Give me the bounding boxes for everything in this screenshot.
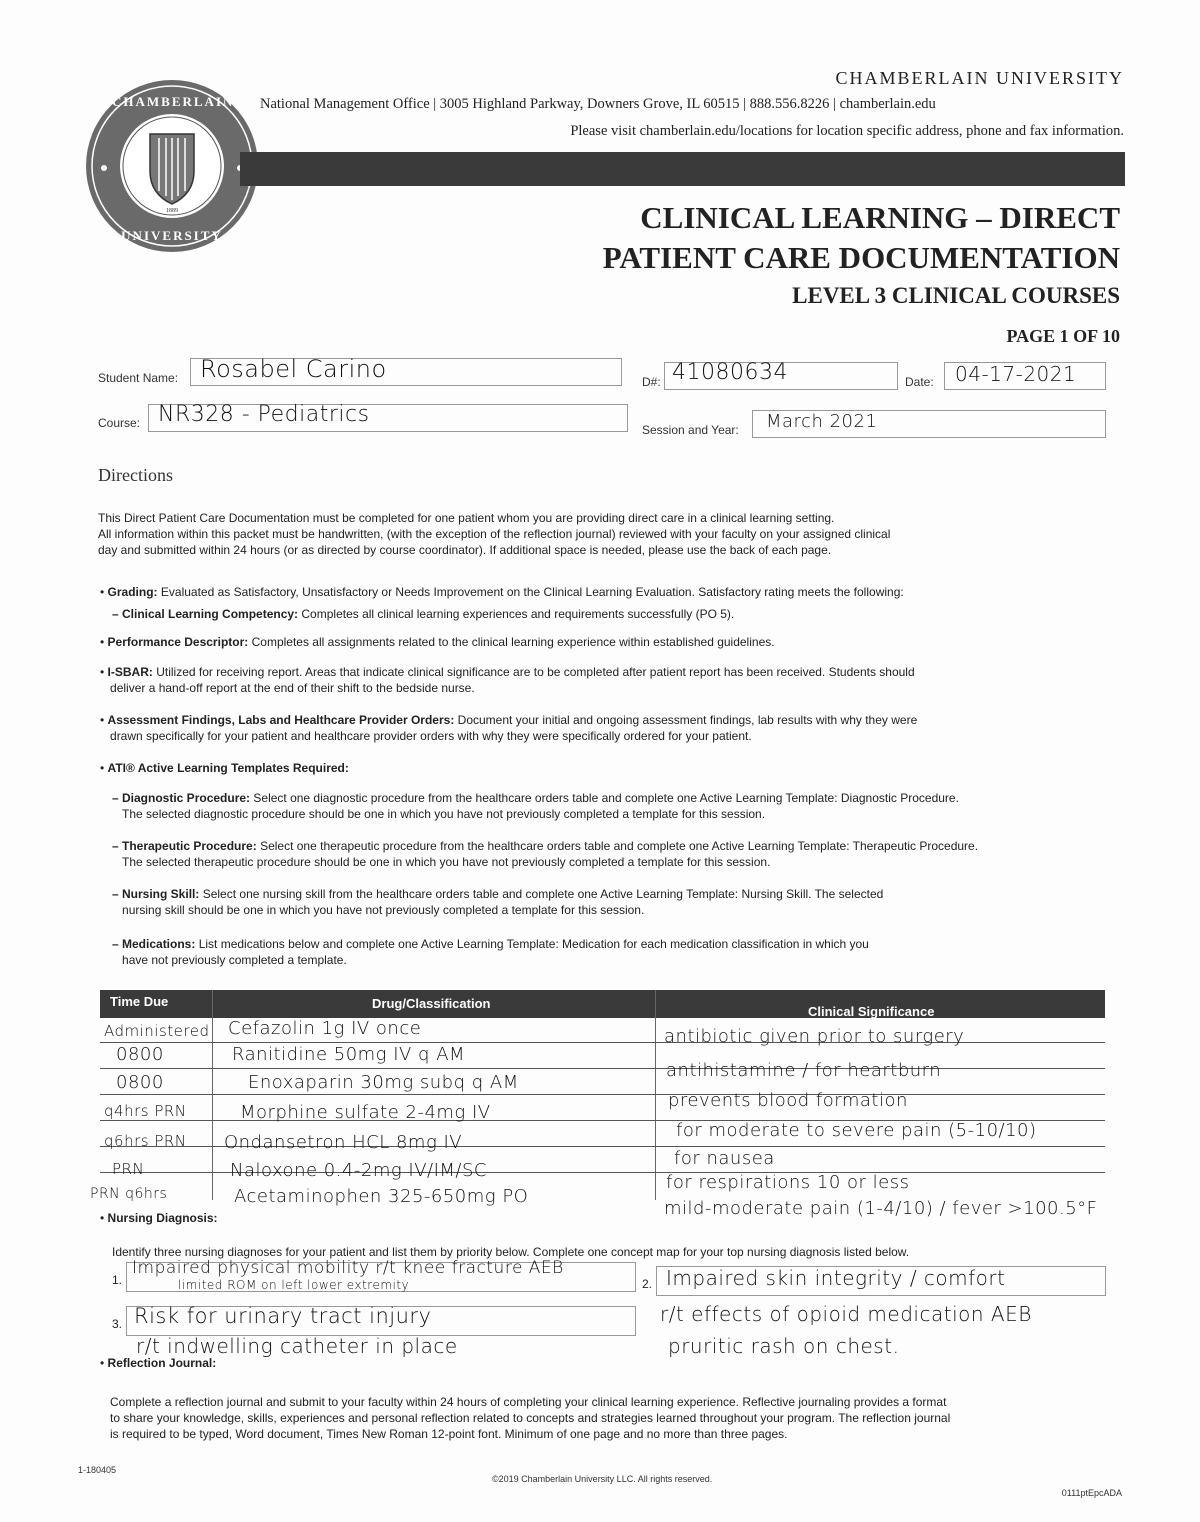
nursing-dx-title: Nursing Diagnosis: [107,1211,218,1225]
isbar-title: I-SBAR: [107,665,153,679]
row-time: Administered [104,1022,210,1040]
isbar-text-2: deliver a hand-off report at the end of their shift to the bedside nurse. [110,681,475,695]
nursing-skill-text-1: Select one nursing skill from the healthcare orders table and complete one Active Learning Template: Nursing Skill. The selected [202,887,884,901]
nursing-dx-instructions: Identify three nursing diagnoses for your patient and list them by priority below. Complete one concept map for your top nursing diagnosis listed below. [112,1245,910,1259]
directions-heading: Directions [98,465,173,485]
dx3-line2: r/t indwelling catheter in place [136,1334,458,1358]
nursing-skill-text-2: nursing skill should be one in which you have not previously completed a template for this session. [122,903,645,917]
course-value: NR328 - Pediatrics [158,402,370,427]
isbar-text-1: Utilized for receiving report. Areas that indicate clinical significance are to be completed after patient report has been received. Students should [156,665,915,679]
grading-title: Grading: [107,585,158,599]
d-number-value: 41080634 [672,360,788,385]
reflection-line-3: is required to be typed, Word document, Times New Roman 12-point font. Minimum of one page and no more than three pages. [110,1427,788,1441]
doc-title-line1: CLINICAL LEARNING – DIRECT [640,200,1120,235]
assessment-title: Assessment Findings, Labs and Healthcare Provider Orders: [107,713,455,727]
competency-item [112,606,1112,622]
assessment-text-2: drawn specifically for your patient and healthcare provider orders with why they were specifically ordered for your patient. [110,729,752,743]
row-significance: for respirations 10 or less [666,1172,910,1193]
row-significance: mild-moderate pain (1-4/10) / fever >100.5°F [664,1198,1098,1219]
competency-text: Completes all clinical learning experiences and requirements successfully (PO 5). [301,607,735,621]
dx1-number: 1. [112,1273,123,1287]
footer-copyright: ©2019 Chamberlain University LLC. All rights reserved. [492,1474,713,1484]
reflection-heading: • Reflection Journal: [100,1356,217,1370]
row-significance: for nausea [674,1148,775,1169]
intro-line-1: This Direct Patient Care Documentation must be completed for one patient whom you are providing direct care in a clinical learning setting. [98,511,835,525]
header-drug: Drug/Classification [372,996,491,1011]
row-time: 0800 [116,1044,164,1065]
diagnostic-title: – Diagnostic Procedure: [112,791,251,805]
ati-title: ATI® Active Learning Templates Required: [107,761,349,775]
session-label: Session and Year: [642,423,739,437]
svg-text:1889: 1889 [166,208,178,214]
dx2-line1: Impaired skin integrity / comfort [666,1266,1006,1290]
university-name: CHAMBERLAIN UNIVERSITY [835,68,1124,88]
row-time: q6hrs PRN [104,1132,187,1150]
dx3-number: 3. [112,1317,123,1331]
row-drug: Naloxone 0.4-2mg IV/IM/SC [230,1160,487,1181]
performance-item: • Performance Descriptor: Completes all assignments related to the clinical learning experience within established guidelines. [100,635,775,649]
date-value: 04-17-2021 [955,362,1077,386]
reflection-line-1: Complete a reflection journal and submit to your faculty within 24 hours of completing your clinical learning experience. Reflective journaling provides a format [110,1395,947,1409]
therapeutic-text-1: Select one therapeutic procedure from the healthcare orders table and complete one Active Learning Template: Therapeutic Procedure. [260,839,979,853]
row-time: PRN [112,1160,145,1178]
medications-title: – Medications: [112,937,196,951]
footer-form-number: 1-180405 [78,1465,117,1475]
intro-line-3: day and submitted within 24 hours (or as directed by course coordinator). If additional space is needed, please use the back of each page. [98,543,832,557]
row-significance: antihistamine / for heartburn [666,1060,942,1081]
assessment-item: • Assessment Findings, Labs and Healthcare Provider Orders: Document your initial and ongoing assessment findings, lab results with why they were drawn specifically for your patient and healthcare provider orders with why they were specifically ordered for your patient. [100,713,918,743]
therapeutic-title: – Therapeutic Procedure: [112,839,257,853]
therapeutic-item [112,838,1112,870]
therapeutic-text-2: The selected therapeutic procedure should be one in which you have not previously completed a template for this session. [122,855,771,869]
competency-title: – Clinical Learning Competency: [112,607,299,621]
row-drug: Ranitidine 50mg IV q AM [232,1044,466,1065]
reflection-title: Reflection Journal: [107,1356,217,1370]
diagnostic-text-2: The selected diagnostic procedure should be one in which you have not previously completed a template for this session. [122,807,766,821]
performance-title: Performance Descriptor: [107,635,249,649]
medications-item [112,936,1112,968]
row-drug: Acetaminophen 325-650mg PO [234,1186,529,1207]
session-value: March 2021 [766,411,878,432]
doc-title-line2: PATIENT CARE DOCUMENTATION [602,240,1120,275]
row-drug: Cefazolin 1g IV once [228,1018,422,1039]
student-name-value: Rosabel Carino [200,355,387,383]
table-header-bar [100,990,1105,1018]
row-time: q4hrs PRN [104,1102,187,1120]
dx1-line2: limited ROM on left lower extremity [178,1278,410,1292]
d-number-label: D#: [642,375,661,389]
medications-text-2: have not previously completed a template. [122,953,347,967]
medications-text-1: List medications below and complete one Active Learning Template: Medication for each medication classification in which you [198,937,869,951]
student-name-label: Student Name: [98,371,179,385]
dx2-line3: pruritic rash on chest. [668,1334,900,1358]
ati-item: • ATI® Active Learning Templates Required: [100,761,349,775]
header-band [240,152,1125,186]
seal-bottom-text: UNIVERSITY [121,228,223,243]
row-time: PRN q6hrs [90,1186,168,1202]
directions-intro [98,510,1098,558]
page-number: PAGE 1 OF 10 [1006,326,1120,346]
seal-top-text: CHAMBERLAIN [112,94,235,109]
diagnostic-text-1: Select one diagnostic procedure from the healthcare orders table and complete one Active Learning Template: Diagnostic Procedure. [253,791,959,805]
row-significance: antibiotic given prior to surgery [664,1026,965,1047]
diagnostic-item [112,790,1112,822]
reflection-text [110,1394,1110,1442]
grading-item: • Grading: Evaluated as Satisfactory, Unsatisfactory or Needs Improvement on the Clinical Learning Evaluation. Satisfactory rating meets the following: [100,585,904,599]
visit-note: Please visit chamberlain.edu/locations for location specific address, phone and fax information. [570,123,1124,139]
dx2-number: 2. [642,1277,653,1291]
row-drug: Enoxaparin 30mg subq q AM [248,1072,519,1093]
nursing-skill-title: – Nursing Skill: [112,887,200,901]
row-significance: for moderate to severe pain (5-10/10) [676,1120,1037,1141]
row-drug: Ondansetron HCL 8mg IV [224,1132,463,1153]
doc-title-line3: LEVEL 3 CLINICAL COURSES [792,283,1120,308]
office-address: National Management Office | 3005 Highland Parkway, Downers Grove, IL 60515 | 888.556.8226 | chamberlain.edu [260,96,936,112]
row-time: 0800 [116,1072,164,1093]
dx1-line1: Impaired physical mobility r/t knee fracture AEB [132,1258,564,1278]
intro-line-2: All information within this packet must be handwritten, (with the exception of the reflection journal) reviewed with your faculty on your assigned clinical [98,527,891,541]
row-drug: Morphine sulfate 2-4mg IV [240,1102,491,1123]
assessment-text-1: Document your initial and ongoing assessment findings, lab results with why they were [457,713,918,727]
row-significance: prevents blood formation [668,1090,908,1111]
nursing-skill-item [112,886,1112,918]
performance-text: Completes all assignments related to the clinical learning experience within established guidelines. [251,635,775,649]
grading-text: Evaluated as Satisfactory, Unsatisfactory or Needs Improvement on the Clinical Learning Evaluation. Satisfactory rating meets the following: [160,585,904,599]
date-label: Date: [905,375,934,389]
nursing-dx-heading: • Nursing Diagnosis: [100,1211,218,1225]
header-clinical-significance: Clinical Significance [808,1004,935,1019]
university-seal [82,76,262,256]
reflection-line-2: to share your knowledge, skills, experiences and personal reflection related to concepts and strategies learned throughout your program. The reflection journal [110,1411,951,1425]
header-time-due: Time Due [110,994,169,1009]
dx2-line2: r/t effects of opioid medication AEB [660,1302,1032,1326]
dx3-line1: Risk for urinary tract injury [134,1304,432,1328]
course-label: Course: [98,416,141,430]
footer-code: 0111ptEpcADA [1061,1488,1122,1498]
isbar-item: • I-SBAR: Utilized for receiving report. Areas that indicate clinical significance are to be completed after patient report has been received. Students should deliver a hand-off report at the end of their shift to the bedside nurse. [100,665,915,695]
